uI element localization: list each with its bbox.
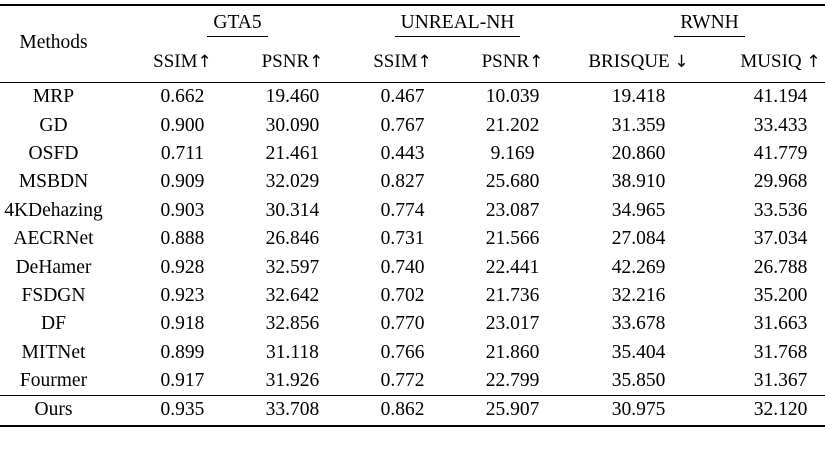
cell-gta5-ssim: 0.899 [160,341,205,363]
cell-unreal-ssim: 0.827 [380,171,425,193]
metric-label: MUSIQ [740,51,802,72]
cell-rwnh-brisque: 42.269 [611,256,666,278]
cell-gta5-psnr: 21.461 [265,142,320,164]
table-row [0,310,825,338]
table-row [0,83,825,112]
cell-gta5-ssim: 0.928 [160,256,205,278]
cell-rwnh-brisque: 33.678 [611,313,666,335]
cell-unreal-psnr: 23.087 [485,199,540,221]
metric-label: SSIM [373,51,418,72]
metric-label: SSIM [153,51,198,72]
row-method: DeHamer [15,256,92,278]
metric-label: BRISQUE [588,51,670,72]
cell-unreal-ssim: 0.702 [380,284,425,306]
cell-rwnh-brisque: 20.860 [611,142,666,164]
row-method: OSFD [28,142,79,164]
table-row [0,111,825,139]
cell-gta5-psnr: 32.856 [265,313,320,335]
cell-gta5-psnr: 19.460 [237,83,347,112]
cell-rwnh-brisque: 19.418 [568,83,710,112]
cell-gta5-psnr: 30.090 [265,114,320,136]
table-header-groups [0,5,825,44]
table-row [0,168,825,196]
header-group-rwnh [568,5,825,44]
cell-rwnh-brisque: 35.850 [611,370,666,392]
row-method: MITNet [21,341,86,363]
cell-unreal-psnr: 9.169 [490,142,535,164]
cell-gta5-psnr: 32.597 [265,256,320,278]
table-row [0,367,825,396]
cell-rwnh-brisque: 30.975 [568,396,710,426]
cell-gta5-psnr: 31.118 [266,341,319,363]
cell-gta5-ssim: 0.711 [160,142,205,164]
cell-gta5-ssim: 0.662 [127,83,237,112]
cell-rwnh-musiq: 31.367 [753,370,808,392]
arrow-up-icon: ↑ [417,52,432,72]
metric-label: PSNR [481,51,530,72]
cell-gta5-psnr: 31.926 [265,370,320,392]
header-methods: Methods [0,5,127,83]
cell-gta5-psnr: 33.708 [237,396,347,426]
cell-rwnh-musiq: 26.788 [753,256,808,278]
header-group-unreal-nh [348,5,568,44]
table-row [0,339,825,367]
cell-gta5-psnr: 26.846 [265,228,320,250]
row-method: GD [39,114,68,136]
cell-gta5-psnr: 32.029 [265,171,320,193]
cell-gta5-ssim: 0.903 [160,199,205,221]
cell-unreal-ssim: 0.767 [380,114,425,136]
cell-rwnh-musiq: 33.433 [753,114,808,136]
cell-gta5-ssim: 0.918 [160,313,205,335]
row-method: MRP [0,83,127,112]
arrow-up-icon: ↑ [197,52,212,72]
cell-rwnh-musiq: 31.768 [753,341,808,363]
cell-unreal-psnr: 23.017 [485,313,540,335]
header-metric-gta5-psnr [237,44,347,83]
row-method: AECRNet [13,228,94,250]
cell-unreal-ssim: 0.770 [380,313,425,335]
cell-rwnh-musiq: 29.968 [753,171,808,193]
cell-gta5-psnr: 30.314 [265,199,320,221]
cell-unreal-psnr: 22.441 [485,256,540,278]
header-metric-rwnh-musiq [710,44,825,83]
cell-gta5-ssim: 0.909 [160,171,205,193]
arrow-up-icon: ↑ [529,52,544,72]
cell-unreal-psnr: 21.860 [485,341,540,363]
cell-unreal-ssim: 0.731 [380,228,425,250]
table-row [0,140,825,168]
cell-rwnh-brisque: 31.359 [611,114,666,136]
cell-unreal-psnr: 21.736 [485,284,540,306]
arrow-down-icon: ↓ [674,52,689,72]
row-method: 4KDehazing [4,199,103,221]
cell-gta5-psnr: 32.642 [265,284,320,306]
table-body [0,83,825,426]
cell-rwnh-musiq: 33.536 [753,199,808,221]
cell-gta5-ssim: 0.923 [160,284,205,306]
header-metric-unreal-psnr [458,44,568,83]
cell-unreal-ssim: 0.443 [380,142,425,164]
cell-gta5-ssim: 0.900 [160,114,205,136]
cell-unreal-psnr: 22.799 [485,370,540,392]
cell-rwnh-musiq: 32.120 [710,396,825,426]
cell-gta5-ssim: 0.888 [160,228,205,250]
row-method: MSBDN [18,171,89,193]
cell-unreal-psnr: 10.039 [458,83,568,112]
header-metric-unreal-ssim [348,44,458,83]
cell-rwnh-musiq: 31.663 [753,313,808,335]
table-row [0,282,825,310]
cell-rwnh-brisque: 34.965 [611,199,666,221]
metric-label: PSNR [261,51,310,72]
cell-gta5-ssim: 0.935 [127,396,237,426]
cell-unreal-ssim: 0.862 [348,396,458,426]
cell-unreal-psnr: 25.680 [485,171,540,193]
cell-rwnh-brisque: 35.404 [611,341,666,363]
cell-unreal-ssim: 0.774 [380,199,425,221]
header-metric-gta5-ssim [127,44,237,83]
cell-rwnh-musiq: 37.034 [753,228,808,250]
cell-unreal-ssim: 0.467 [348,83,458,112]
cell-rwnh-brisque: 27.084 [611,228,666,250]
table-row [0,253,825,281]
row-method: FSDGN [21,284,86,306]
table-row [0,225,825,253]
cell-unreal-psnr: 25.907 [458,396,568,426]
header-metric-rwnh-brisque [568,44,710,83]
cell-unreal-psnr: 21.202 [485,114,540,136]
cell-unreal-ssim: 0.740 [380,256,425,278]
header-group-unreal-nh-label: UNREAL-NH [395,12,521,37]
cell-rwnh-musiq: 35.200 [753,284,808,306]
header-group-gta5 [127,5,347,44]
row-method: Fourmer [19,370,88,392]
cell-gta5-ssim: 0.917 [160,370,205,392]
row-method: DF [41,313,66,335]
cell-unreal-ssim: 0.772 [380,370,425,392]
cell-unreal-ssim: 0.766 [380,341,425,363]
header-group-gta5-label: GTA5 [207,12,267,37]
row-method: Ours [0,396,127,426]
table-row [0,396,825,426]
cell-unreal-psnr: 21.566 [485,228,540,250]
cell-rwnh-musiq: 41.194 [710,83,825,112]
cell-rwnh-brisque: 32.216 [611,284,666,306]
results-table [0,4,825,427]
cell-rwnh-brisque: 38.910 [611,171,666,193]
header-group-rwnh-label: RWNH [674,12,745,37]
arrow-up-icon: ↑ [806,52,821,72]
arrow-up-icon: ↑ [309,52,324,72]
table-row [0,197,825,225]
cell-rwnh-musiq: 41.779 [753,142,808,164]
